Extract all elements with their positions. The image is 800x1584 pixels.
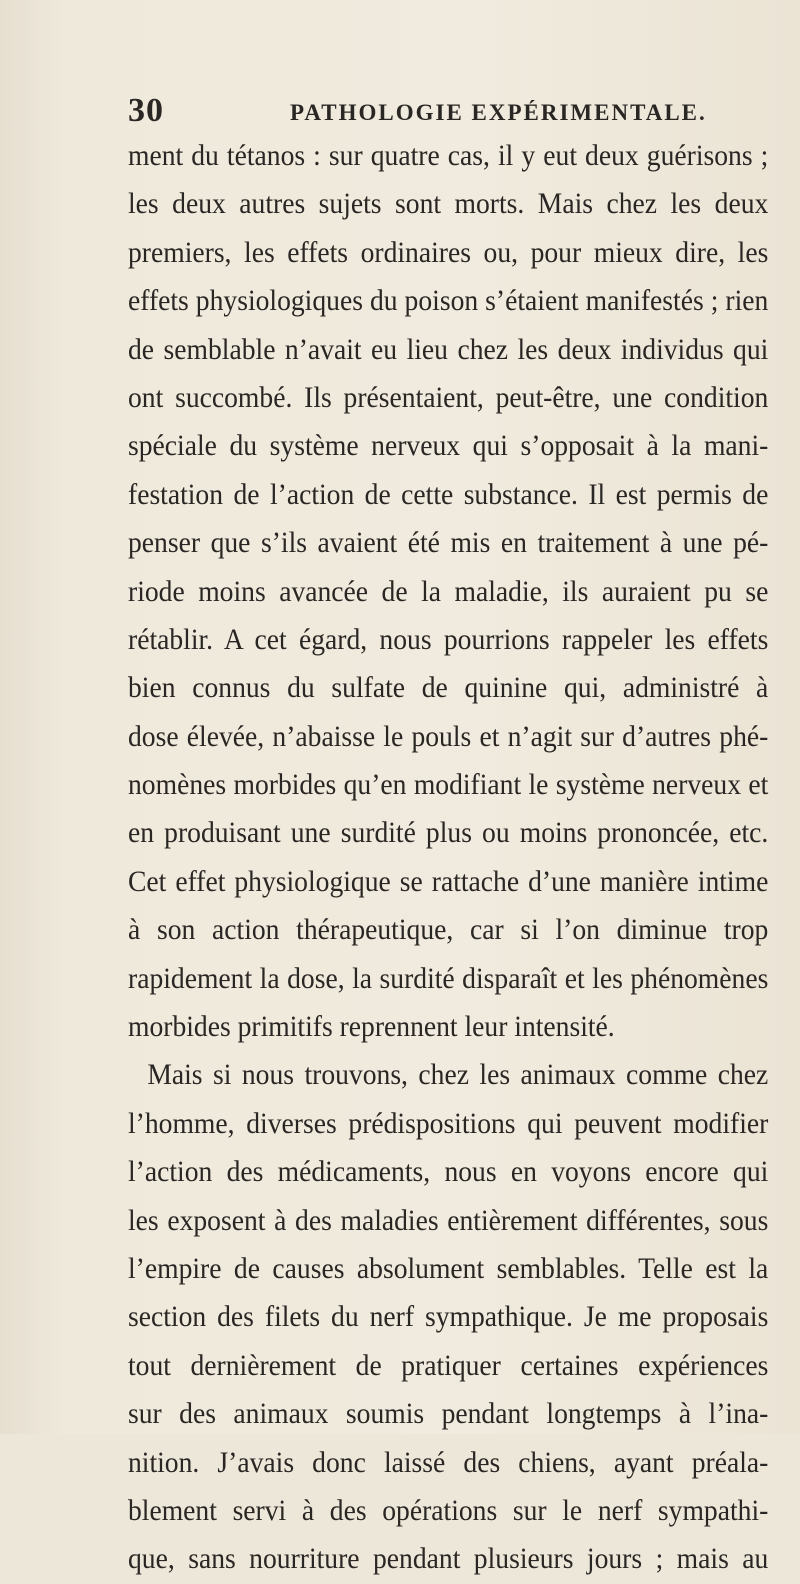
text-line: spéciale du système nerveux qui s’opposait à la mani- [128,429,769,463]
text-line: de semblable n’avait eu lieu chez les deux individus qui [128,332,769,366]
text-line: les exposent à des maladies entièrement différentes, sous [128,1203,769,1237]
text-line: l’action des médicaments, nous en voyons encore qui [128,1155,769,1189]
text-line: sur des animaux soumis pendant longtemps à l’ina- [128,1397,769,1431]
text-line: bien connus du sulfate de quinine qui, administré à [128,671,769,705]
text-line: riode moins avancée de la maladie, ils auraient pu se [128,574,769,608]
page-header [128,92,768,132]
paragraph-end-line: morbides primitifs reprennent leur intensité. [128,1010,615,1044]
text-line: penser que s’ils avaient été mis en traitement à une pé- [128,526,769,560]
text-line: à son action thérapeutique, car si l’on diminue trop [128,913,769,947]
text-line: section des filets du nerf sympathique. Je me proposais [128,1300,769,1334]
text-line: blement servi à des opérations sur le nerf sympathi- [128,1493,769,1527]
text-line: festation de l’action de cette substance. Il est permis de [128,477,769,511]
body-text [128,132,768,1584]
text-line: rétablir. A cet égard, nous pourrions rappeler les effets [128,622,769,656]
text-line: nomènes morbides qu’en modifiant le système nerveux et [128,768,769,802]
text-line: en produisant une surdité plus ou moins prononcée, etc. [128,816,769,850]
running-head: PATHOLOGIE EXPÉRIMENTALE. [290,100,707,125]
paragraph-start-line: Mais si nous trouvons, chez les animaux comme chez [147,1058,769,1092]
text-line: premiers, les effets ordinaires ou, pour mieux dire, les [128,235,769,269]
text-line: ont succombé. Ils présentaient, peut-être, une condition [128,380,769,414]
text-line: dose élevée, n’abaisse le pouls et n’agit sur d’autres phé- [128,719,769,753]
text-line: tout dernièrement de pratiquer certaines expériences [128,1348,769,1382]
text-line: nition. J’avais donc laissé des chiens, ayant préala- [128,1445,769,1479]
text-line: l’homme, diverses prédispositions qui peuvent modifier [128,1106,769,1140]
page-number: 30 [128,92,164,129]
text-line: effets physiologiques du poison s’étaient manifestés ; rien [128,284,769,318]
text-line: les deux autres sujets sont morts. Mais chez les deux [128,187,769,221]
text-line: l’empire de causes absolument semblables. Telle est la [128,1251,769,1285]
text-line: ment du tétanos : sur quatre cas, il y eut deux guérisons ; [128,139,769,172]
text-line: Cet effet physiologique se rattache d’une manière intime [128,864,769,898]
text-line: que, sans nourriture pendant plusieurs jours ; mais au [128,1542,769,1576]
text-line: rapidement la dose, la surdité disparaît et les phénomènes [128,961,769,995]
